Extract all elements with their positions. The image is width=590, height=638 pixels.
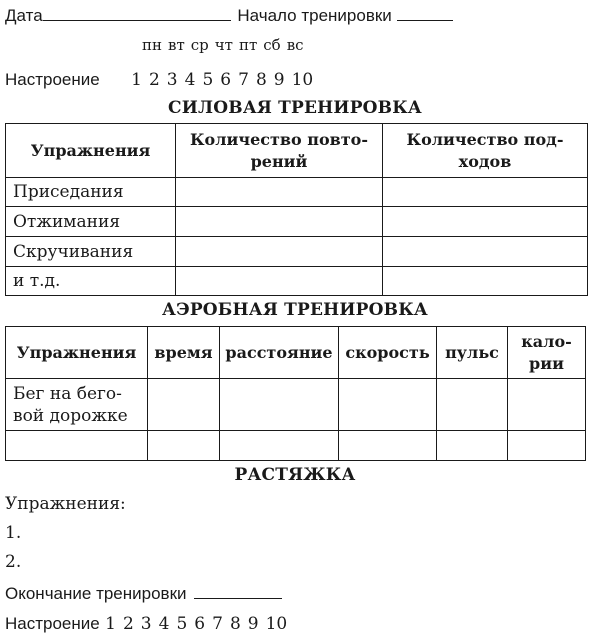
aerobic-cell[interactable] bbox=[508, 379, 586, 431]
strength-cell[interactable] bbox=[176, 237, 383, 267]
end-mood-3[interactable]: 3 bbox=[140, 614, 152, 634]
weekday-wed[interactable]: ср bbox=[190, 36, 209, 54]
stretch-item-1[interactable]: 1. bbox=[5, 523, 22, 543]
aerobic-col-exercise: Упражнения bbox=[6, 327, 148, 379]
strength-cell[interactable] bbox=[176, 267, 383, 296]
mood-row-start bbox=[5, 70, 320, 90]
weekday-thu[interactable]: чт bbox=[214, 36, 233, 54]
weekday-row bbox=[142, 36, 310, 54]
mood-8[interactable]: 8 bbox=[255, 70, 267, 90]
aerobic-cell[interactable] bbox=[148, 431, 220, 461]
end-mood-5[interactable]: 5 bbox=[176, 614, 188, 634]
strength-cell[interactable] bbox=[383, 178, 588, 207]
weekday-sat[interactable]: сб bbox=[263, 36, 281, 54]
strength-row-label: Отжимания bbox=[6, 207, 176, 237]
aerobic-cell[interactable] bbox=[220, 431, 339, 461]
mood-4[interactable]: 4 bbox=[184, 70, 196, 90]
strength-title: СИЛОВАЯ ТРЕНИРОВКА bbox=[168, 98, 422, 118]
end-mood-7[interactable]: 7 bbox=[212, 614, 223, 634]
end-mood-1[interactable]: 1 bbox=[105, 614, 116, 634]
mood-6[interactable]: 6 bbox=[220, 70, 232, 90]
date-blank[interactable] bbox=[43, 6, 231, 21]
end-mood-6[interactable]: 6 bbox=[194, 614, 206, 634]
stretch-title: РАСТЯЖКА bbox=[234, 465, 356, 485]
strength-cell[interactable] bbox=[176, 207, 383, 237]
mood-5[interactable]: 5 bbox=[202, 70, 214, 90]
date-label: Дата bbox=[5, 6, 43, 25]
end-mood-10[interactable]: 10 bbox=[265, 614, 288, 634]
strength-table bbox=[5, 123, 588, 296]
strength-row-label: и т.д. bbox=[6, 267, 176, 296]
mood-9[interactable]: 9 bbox=[273, 70, 285, 90]
mood-1[interactable]: 1 bbox=[131, 70, 142, 90]
end-mood-8[interactable]: 8 bbox=[229, 614, 241, 634]
weekday-mon[interactable]: пн bbox=[142, 36, 162, 54]
stretch-exercises-label: Упражнения: bbox=[5, 494, 126, 514]
strength-cell[interactable] bbox=[383, 267, 588, 296]
strength-cell[interactable] bbox=[383, 237, 588, 267]
aerobic-col-distance: расстояние bbox=[220, 327, 339, 379]
aerobic-cell[interactable] bbox=[508, 431, 586, 461]
mood-7[interactable]: 7 bbox=[238, 70, 249, 90]
aerobic-col-time: время bbox=[148, 327, 220, 379]
strength-row-label: Приседания bbox=[6, 178, 176, 207]
stretch-item-2[interactable]: 2. bbox=[5, 552, 22, 572]
strength-cell[interactable] bbox=[176, 178, 383, 207]
start-label: Начало тренировки bbox=[237, 6, 392, 25]
aerobic-cell[interactable] bbox=[437, 379, 508, 431]
aerobic-cell[interactable] bbox=[148, 379, 220, 431]
mood-scale bbox=[131, 70, 320, 90]
mood-label: Настроение bbox=[5, 70, 100, 89]
mood-2[interactable]: 2 bbox=[148, 70, 160, 90]
aerobic-col-calories: кало- рии bbox=[508, 327, 586, 379]
end-row bbox=[5, 584, 282, 604]
aerobic-cell[interactable] bbox=[339, 431, 437, 461]
end-mood-9[interactable]: 9 bbox=[247, 614, 259, 634]
end-mood-4[interactable]: 4 bbox=[158, 614, 170, 634]
end-mood-2[interactable]: 2 bbox=[122, 614, 134, 634]
aerobic-cell[interactable] bbox=[339, 379, 437, 431]
aerobic-row-label: Бег на бего- вой дорожке bbox=[6, 379, 148, 431]
aerobic-title: АЭРОБНАЯ ТРЕНИРОВКА bbox=[162, 300, 428, 320]
weekday-tue[interactable]: вт bbox=[168, 36, 185, 54]
strength-cell[interactable] bbox=[383, 207, 588, 237]
end-blank[interactable] bbox=[194, 584, 282, 599]
weekday-sun[interactable]: вс bbox=[286, 36, 304, 54]
aerobic-cell[interactable] bbox=[437, 431, 508, 461]
end-mood-scale bbox=[105, 614, 294, 634]
aerobic-table bbox=[5, 326, 586, 461]
mood-3[interactable]: 3 bbox=[166, 70, 178, 90]
strength-col-reps: Количество повто- рений bbox=[176, 124, 383, 178]
start-blank[interactable] bbox=[397, 6, 453, 21]
end-mood-label: Настроение bbox=[5, 614, 100, 633]
aerobic-col-speed: скорость bbox=[339, 327, 437, 379]
date-row bbox=[5, 6, 453, 26]
end-label: Окончание тренировки bbox=[5, 584, 187, 603]
aerobic-col-pulse: пульс bbox=[437, 327, 508, 379]
aerobic-cell[interactable] bbox=[220, 379, 339, 431]
mood-10[interactable]: 10 bbox=[291, 70, 314, 90]
strength-row-label: Скручивания bbox=[6, 237, 176, 267]
strength-col-exercise: Упражнения bbox=[6, 124, 176, 178]
aerobic-row-label[interactable] bbox=[6, 431, 148, 461]
mood-row-end bbox=[5, 614, 294, 634]
strength-col-sets: Количество под- ходов bbox=[383, 124, 588, 178]
weekday-fri[interactable]: пт bbox=[238, 36, 258, 54]
